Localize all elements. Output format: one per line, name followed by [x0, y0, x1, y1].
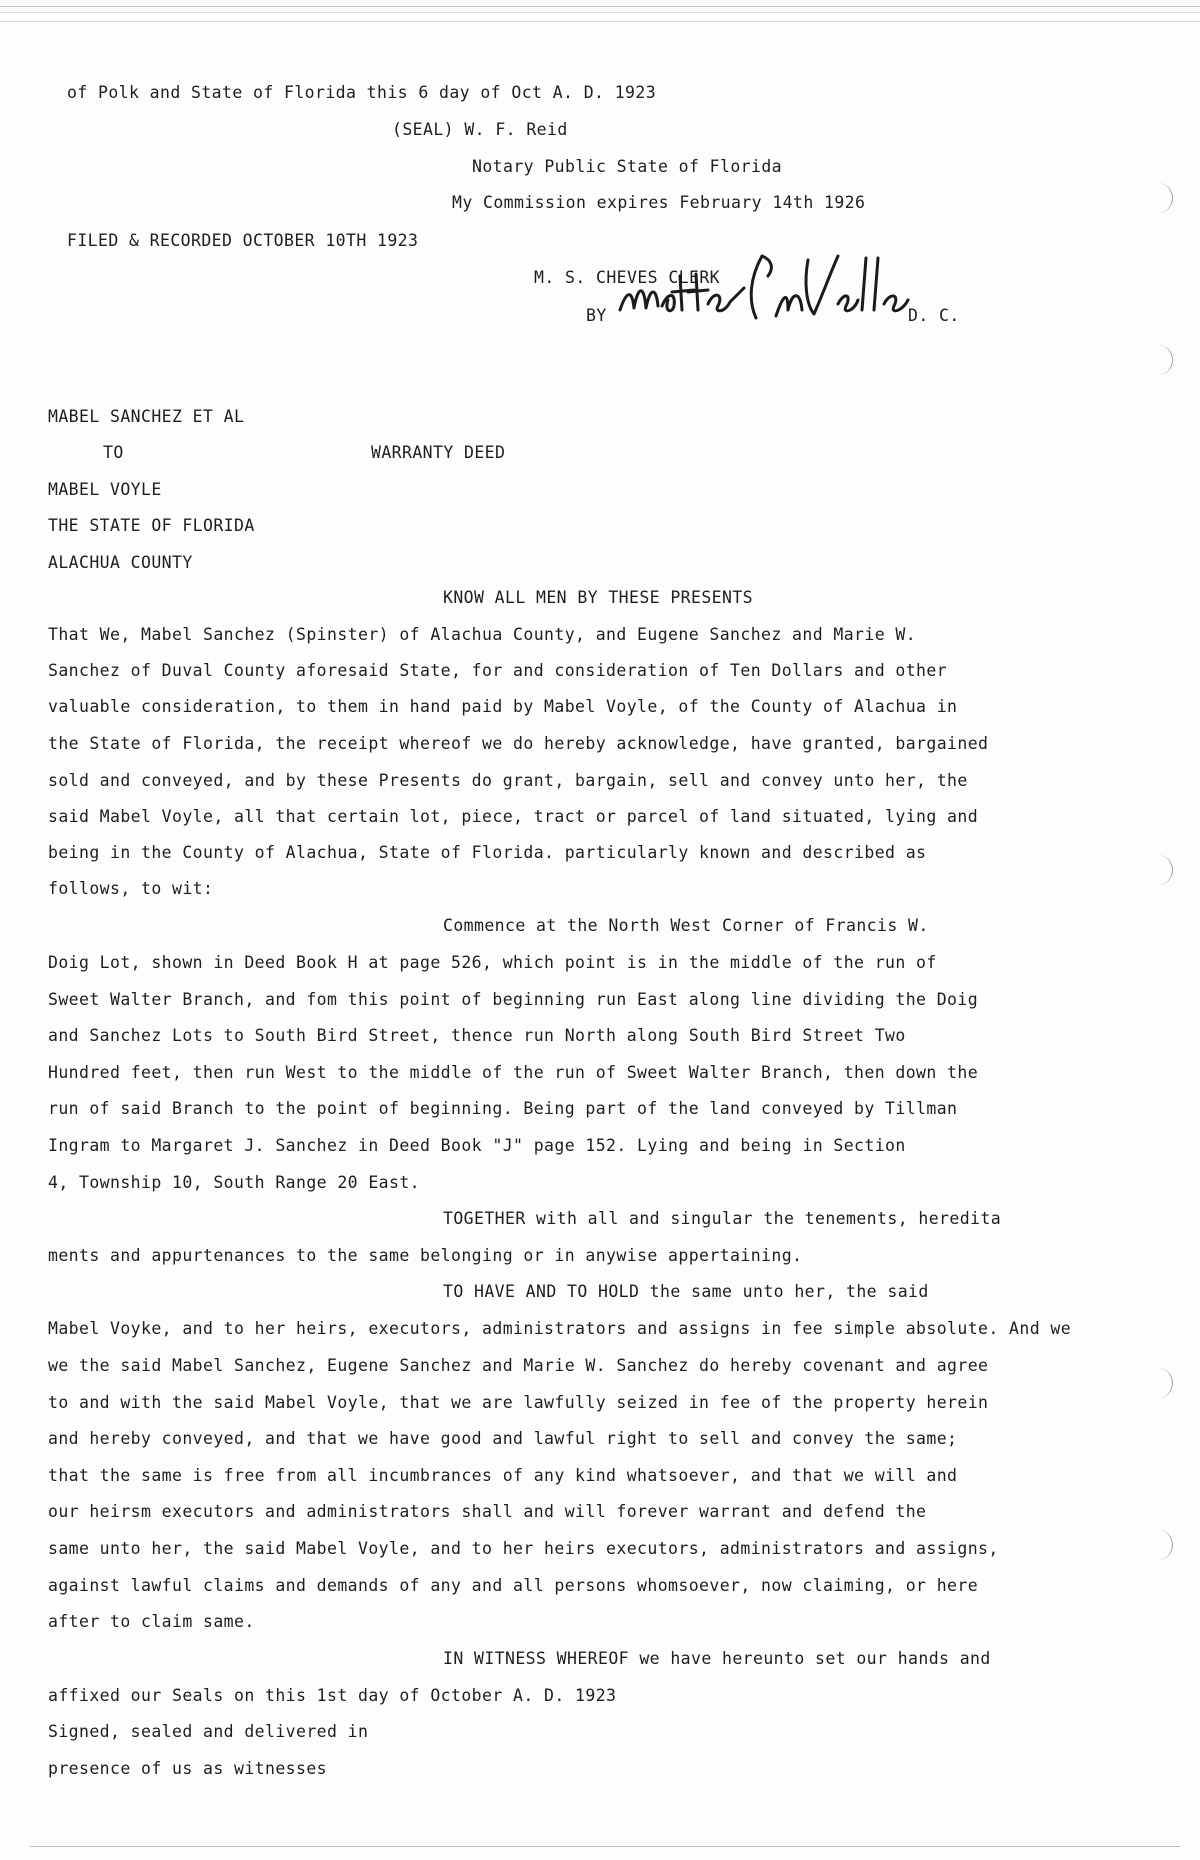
deed-body-line: against lawful claims and demands of any and all persons whomsoever, now claiming, or here [48, 1576, 979, 1595]
deed-body-line: That We, Mabel Sanchez (Spinster) of Alachua County, and Eugene Sanchez and Marie W. [48, 625, 917, 644]
clerk-line: M. S. CHEVES CLERK [534, 268, 721, 287]
deed-body-line: after to claim same. [48, 1612, 255, 1631]
deed-heading: KNOW ALL MEN BY THESE PRESENTS [443, 588, 754, 607]
punch-hole-mark [1144, 855, 1173, 885]
deed-body-line: Mabel Voyke, and to her heirs, executors, administrators and assigns in fee simple absolute. And we [48, 1319, 1072, 1338]
filed-recorded-line: FILED & RECORDED OCTOBER 10TH 1923 [67, 231, 419, 250]
grantor-name: MABEL SANCHEZ ET AL [48, 407, 245, 426]
deed-body-line: follows, to wit: [48, 879, 214, 898]
grantee-name: MABEL VOYLE [48, 480, 162, 499]
deed-body-line: Ingram to Margaret J. Sanchez in Deed Book "J" page 152. Lying and being in Section [48, 1136, 906, 1155]
deputy-clerk-label: D. C. [908, 306, 960, 325]
deed-body-line: to and with the said Mabel Voyle, that we are lawfully seized in fee of the property herein [48, 1393, 989, 1412]
top-border [0, 6, 1200, 22]
deed-body-line: IN WITNESS WHEREOF we have hereunto set our hands and [443, 1649, 991, 1668]
deed-body-line: and Sanchez Lots to South Bird Street, thence run North along South Bird Street Two [48, 1026, 906, 1045]
deed-body-line: ments and appurtenances to the same belonging or in anywise appertaining. [48, 1246, 803, 1265]
deed-body-line: run of said Branch to the point of beginning. Being part of the land conveyed by Tillman [48, 1099, 958, 1118]
deed-body-line: our heirsm executors and administrators shall and will forever warrant and defend the [48, 1502, 927, 1521]
punch-hole-mark [1144, 345, 1173, 375]
deed-body-line: we the said Mabel Sanchez, Eugene Sanchez and Marie W. Sanchez do hereby covenant and agree [48, 1356, 989, 1375]
caption-to: TO [103, 443, 124, 462]
document-type: WARRANTY DEED [371, 443, 506, 462]
deed-body-line: Sanchez of Duval County aforesaid State, for and consideration of Ten Dollars and other [48, 661, 948, 680]
deed-body-line: 4, Township 10, South Range 20 East. [48, 1173, 421, 1192]
deed-body-line: that the same is free from all incumbrances of any kind whatsoever, and that we will and [48, 1466, 958, 1485]
deed-body-line: and hereby conveyed, and that we have good and lawful right to sell and convey the same; [48, 1429, 958, 1448]
deed-body-line: the State of Florida, the receipt whereof we do hereby acknowledge, have granted, bargained [48, 734, 989, 753]
venue-county: ALACHUA COUNTY [48, 553, 193, 572]
deed-body-line: same unto her, the said Mabel Voyle, and to her heirs executors, administrators and assigns, [48, 1539, 999, 1558]
notary-commission-line: My Commission expires February 14th 1926 [452, 193, 866, 212]
deed-body-line: said Mabel Voyle, all that certain lot, piece, tract or parcel of land situated, lying and [48, 807, 979, 826]
deed-body-line: being in the County of Alachua, State of Florida. particularly known and described as [48, 843, 927, 862]
notary-seal-line: (SEAL) W. F. Reid [392, 120, 568, 139]
deed-body-line: TO HAVE AND TO HOLD the same unto her, the said [443, 1282, 929, 1301]
punch-hole-mark [1144, 183, 1173, 213]
punch-hole-mark [1144, 1368, 1173, 1398]
deed-body-line: valuable consideration, to them in hand paid by Mabel Voyle, of the County of Alachua in [48, 697, 958, 716]
deed-body-line: TOGETHER with all and singular the tenements, heredita [443, 1209, 1002, 1228]
venue-state: THE STATE OF FLORIDA [48, 516, 255, 535]
notary-title-line: Notary Public State of Florida [472, 157, 783, 176]
punch-hole-mark [1144, 1530, 1173, 1560]
deed-body-line: Doig Lot, shown in Deed Book H at page 526, which point is in the middle of the run of [48, 953, 937, 972]
deed-body-line: Hundred feet, then run West to the middle of the run of Sweet Walter Branch, then down the [48, 1063, 979, 1082]
clerk-by-label: BY [586, 306, 607, 325]
deed-body-line: Commence at the North West Corner of Francis W. [443, 916, 929, 935]
deed-body-line: sold and conveyed, and by these Presents do grant, bargain, sell and convey unto her, the [48, 771, 968, 790]
bottom-edge [30, 1846, 1180, 1847]
deed-body-line: Signed, sealed and delivered in [48, 1722, 369, 1741]
deed-body-line: presence of us as witnesses [48, 1759, 328, 1778]
notary-venue-line: of Polk and State of Florida this 6 day of Oct A. D. 1923 [67, 83, 657, 102]
handwritten-signature [612, 248, 912, 334]
deed-body-line: affixed our Seals on this 1st day of October A. D. 1923 [48, 1686, 617, 1705]
deed-body-line: Sweet Walter Branch, and fom this point of beginning run East along line dividing the Doig [48, 990, 979, 1009]
